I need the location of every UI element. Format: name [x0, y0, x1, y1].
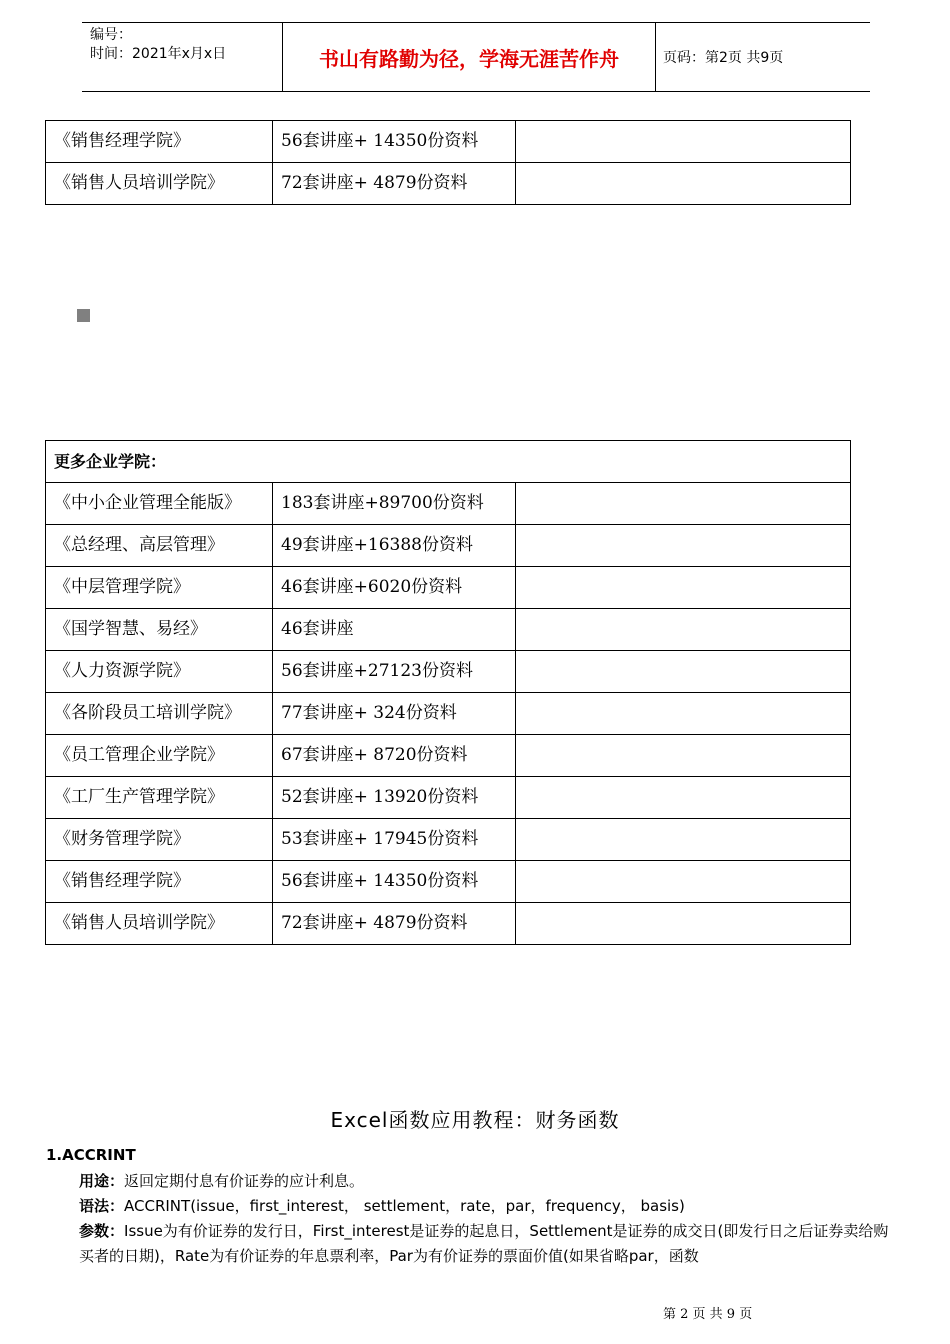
course-content-cell: 56套讲座+27123份资料: [273, 651, 516, 693]
page-footer: 第 2 页 共 9 页: [663, 1307, 753, 1322]
course-content-cell: 46套讲座+6020份资料: [273, 567, 516, 609]
table-heading: 更多企业学院：: [46, 441, 851, 483]
table-row: [46, 121, 851, 163]
course-content-cell: 56套讲座+ 14350份资料: [273, 121, 516, 163]
course-name-cell: 《中层管理学院》: [46, 567, 273, 609]
course-extra-cell: [516, 903, 851, 945]
table-row: [46, 609, 851, 651]
header-page-label: 页码：第2页 共9页: [663, 50, 784, 66]
course-extra-cell: [516, 651, 851, 693]
enterprise-table: [45, 440, 851, 945]
table-row: [46, 777, 851, 819]
course-content-cell: 72套讲座+ 4879份资料: [273, 903, 516, 945]
header-number-label: 编号：: [90, 27, 132, 43]
course-name-cell: 《销售人员培训学院》: [46, 903, 273, 945]
table-row: [46, 903, 851, 945]
course-name-cell: 《销售人员培训学院》: [46, 163, 273, 205]
course-content-cell: 56套讲座+ 14350份资料: [273, 861, 516, 903]
syntax-text: ACCRINT(issue，first_interest， settlement，rate，par，frequency， basis): [124, 1197, 685, 1215]
table-heading-row: [46, 441, 851, 483]
course-content-cell: 77套讲座+ 324份资料: [273, 693, 516, 735]
course-extra-cell: [516, 121, 851, 163]
course-extra-cell: [516, 567, 851, 609]
course-content-cell: 52套讲座+ 13920份资料: [273, 777, 516, 819]
table-row: [46, 163, 851, 205]
header-motto: 书山有路勤为径，学海无涯苦作舟: [282, 23, 656, 91]
page-header: [82, 22, 870, 92]
course-extra-cell: [516, 861, 851, 903]
usage-label: 用途：: [79, 1172, 125, 1190]
course-content-cell: 183套讲座+89700份资料: [273, 483, 516, 525]
top-table: [45, 120, 851, 205]
course-extra-cell: [516, 163, 851, 205]
course-extra-cell: [516, 735, 851, 777]
table-row: [46, 567, 851, 609]
syntax-label: 语法：: [79, 1197, 125, 1215]
course-content-cell: 46套讲座: [273, 609, 516, 651]
article-title: Excel函数应用教程：财务函数: [330, 1108, 620, 1132]
usage-paragraph: [79, 1169, 901, 1194]
course-extra-cell: [516, 777, 851, 819]
bullet-square-icon: [77, 309, 90, 322]
course-content-cell: 67套讲座+ 8720份资料: [273, 735, 516, 777]
course-name-cell: 《工厂生产管理学院》: [46, 777, 273, 819]
course-extra-cell: [516, 693, 851, 735]
course-name-cell: 《各阶段员工培训学院》: [46, 693, 273, 735]
course-name-cell: 《销售经理学院》: [46, 861, 273, 903]
course-extra-cell: [516, 483, 851, 525]
header-meta: [82, 23, 282, 91]
syntax-paragraph: [79, 1194, 901, 1219]
course-name-cell: 《中小企业管理全能版》: [46, 483, 273, 525]
usage-text: 返回定期付息有价证券的应计利息。: [124, 1172, 365, 1190]
course-name-cell: 《销售经理学院》: [46, 121, 273, 163]
params-text: Issue为有价证券的发行日，First_interest是证券的起息日，Settlement是证券的成交日(即发行日之后证券卖给购买者的日期)，Rate为有价证券的年息票利率，Par为有价证券的票面价值(如果省略par，函数: [79, 1222, 889, 1265]
course-extra-cell: [516, 525, 851, 567]
params-paragraph: [79, 1219, 901, 1269]
course-name-cell: 《国学智慧、易经》: [46, 609, 273, 651]
params-label: 参数：: [79, 1222, 125, 1240]
section-heading: 1.ACCRINT: [46, 1146, 136, 1164]
course-content-cell: 53套讲座+ 17945份资料: [273, 819, 516, 861]
table-row: [46, 861, 851, 903]
table-row: [46, 483, 851, 525]
course-name-cell: 《员工管理企业学院》: [46, 735, 273, 777]
course-content-cell: 49套讲座+16388份资料: [273, 525, 516, 567]
course-extra-cell: [516, 609, 851, 651]
course-content-cell: 72套讲座+ 4879份资料: [273, 163, 516, 205]
course-name-cell: 《总经理、高层管理》: [46, 525, 273, 567]
course-name-cell: 《人力资源学院》: [46, 651, 273, 693]
table-row: [46, 525, 851, 567]
header-time-label: 时间：2021年x月x日: [90, 46, 227, 62]
table-row: [46, 819, 851, 861]
table-row: [46, 651, 851, 693]
course-extra-cell: [516, 819, 851, 861]
course-name-cell: 《财务管理学院》: [46, 819, 273, 861]
table-row: [46, 693, 851, 735]
table-row: [46, 735, 851, 777]
